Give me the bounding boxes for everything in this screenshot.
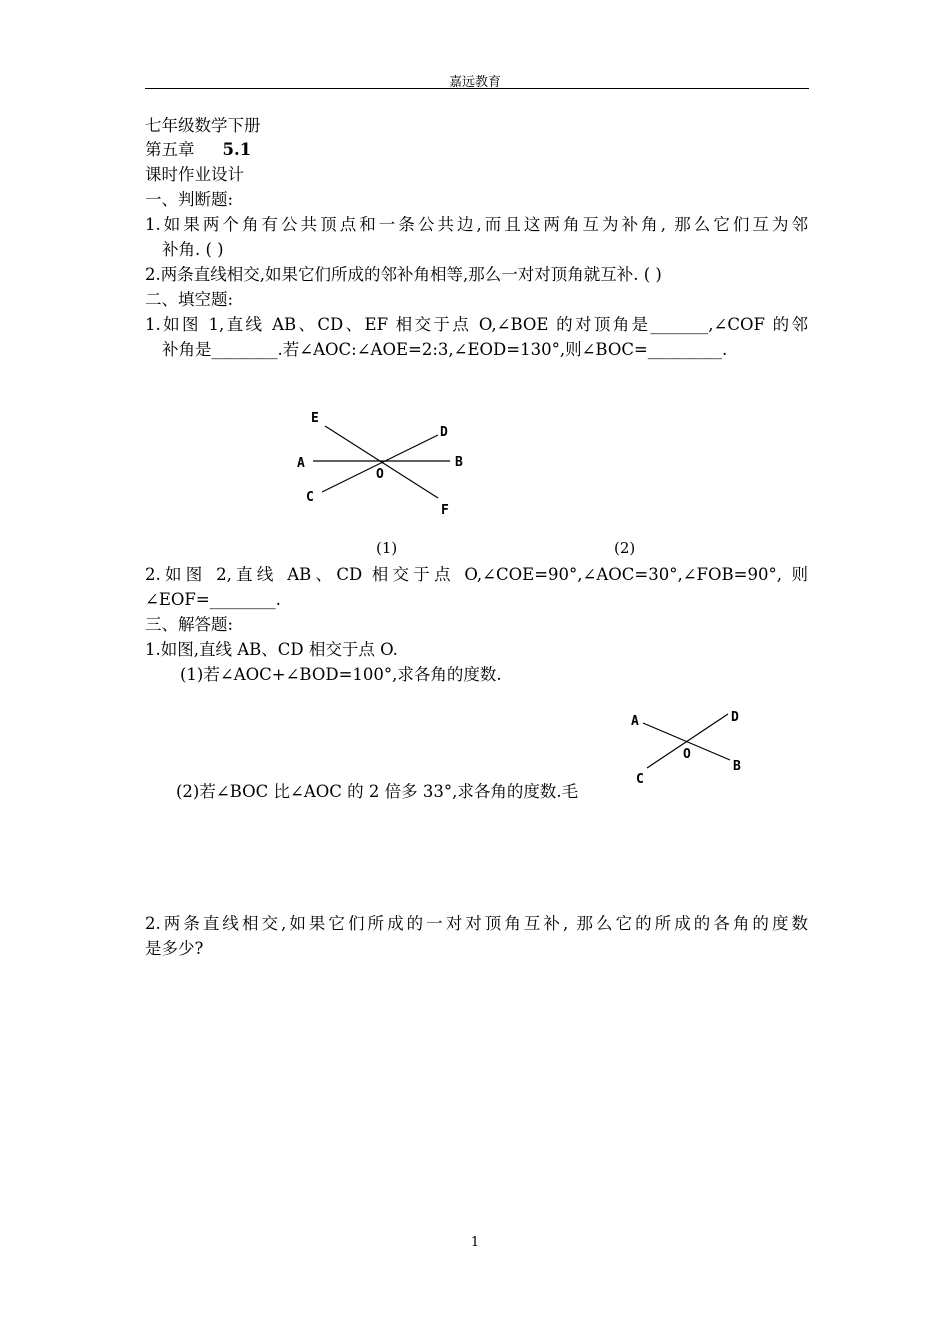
part1-q2: 2.两条直线相交,如果它们所成的邻补角相等,那么一对对顶角就互补. ( ) [145, 265, 662, 284]
figure-3-diagram [625, 700, 755, 792]
fig3-label-b: B [733, 759, 741, 774]
figure-2-caption: (2) [614, 539, 636, 557]
part3-q2-line1: 2.两条直线相交,如果它们所成的一对对顶角互补, 那么它的所成的各角的度数 [145, 914, 808, 933]
figure-1-diagram [290, 400, 480, 525]
page-number: 1 [470, 1235, 480, 1250]
part1-heading: 一、判断题: [145, 190, 234, 209]
fig1-label-b: B [455, 455, 463, 470]
part3-q1: 1.如图,直线 AB、CD 相交于点 O. [145, 640, 398, 659]
part3-heading: 三、解答题: [145, 615, 234, 634]
line-ef [325, 426, 438, 498]
subtitle-line: 课时作业设计 [145, 165, 244, 184]
fig3-label-c: C [636, 772, 644, 787]
line-cd [322, 435, 438, 492]
fig3-label-d: D [731, 710, 739, 725]
part2-q2-line1: 2.如图 2,直线 AB、CD 相交于点 O,∠COE=90°,∠AOC=30°,∠FOB=90°, 则 [145, 565, 808, 584]
fig1-label-o: O [376, 467, 384, 482]
fig1-label-c: C [306, 490, 314, 505]
fig1-label-a: A [297, 456, 305, 471]
header-title: 嘉远教育 [448, 75, 501, 90]
fig3-label-a: A [631, 714, 639, 729]
part1-q1-line2: 补角. ( ) [162, 240, 224, 259]
fig1-label-d: D [440, 425, 448, 440]
chapter-line [145, 138, 251, 162]
part1-q1-line1: 1.如果两个角有公共顶点和一条公共边,而且这两角互为补角, 那么它们互为邻 [145, 215, 808, 234]
fig3-label-o: O [683, 747, 691, 762]
part2-heading: 二、填空题: [145, 290, 234, 309]
part3-q1-sub1: (1)若∠AOC+∠BOD=100°,求各角的度数. [180, 665, 502, 684]
part2-q1-line2: 补角是________.若∠AOC:∠AOE=2:3,∠EOD=130°,则∠BOC=_________. [162, 340, 728, 359]
header-divider [145, 88, 809, 89]
figure-1-caption: (1) [376, 539, 398, 557]
part3-q2-line2: 是多少? [145, 939, 204, 958]
part2-q2-line2: ∠EOF=________. [145, 590, 281, 609]
fig1-label-e: E [311, 411, 319, 426]
section-number: 5.1 [222, 140, 252, 159]
part2-q1-line1: 1.如图 1,直线 AB、CD、EF 相交于点 O,∠BOE 的对顶角是_______,∠COF 的邻 [145, 315, 808, 334]
chapter-label: 第五章 [145, 140, 195, 159]
fig1-label-f: F [441, 503, 449, 518]
grade-line: 七年级数学下册 [145, 116, 261, 135]
part3-q1-sub2: (2)若∠BOC 比∠AOC 的 2 倍多 33°,求各角的度数.毛 [176, 782, 579, 801]
